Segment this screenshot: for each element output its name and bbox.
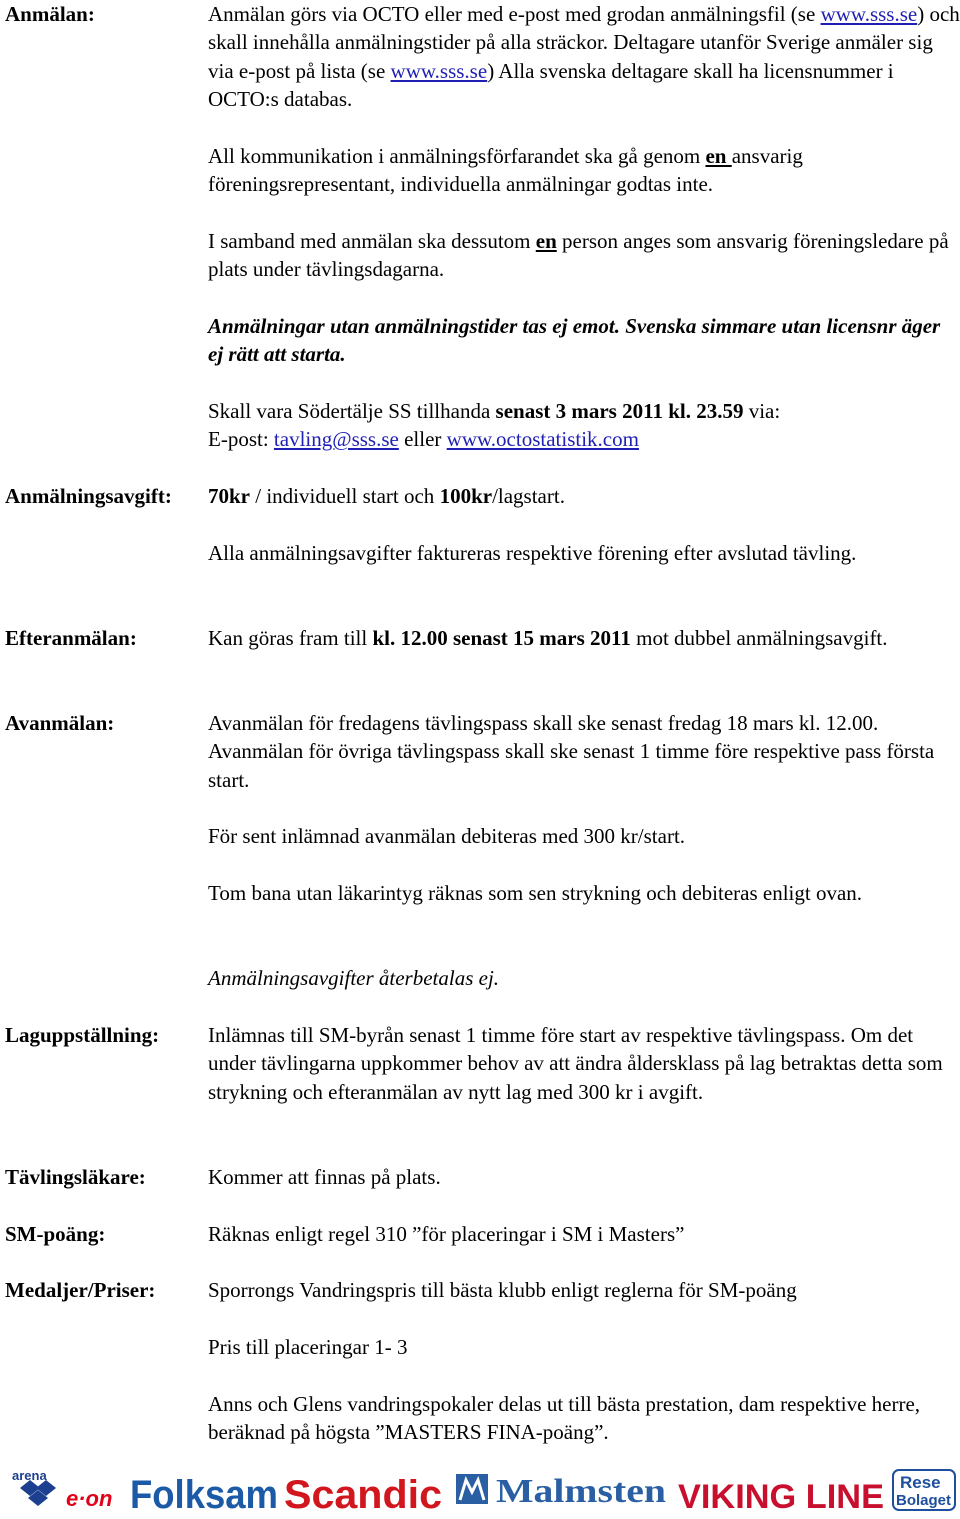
text-segment: person anges som ansvarig föreningsledare på plats under tävlingsdagarna. bbox=[208, 229, 949, 282]
vikingline-logo-text: VIKING LINE bbox=[678, 1478, 884, 1512]
avanmalan-paragraph-2: För sent inlämnad avanmälan debiteras med 300 kr/start. bbox=[208, 824, 686, 848]
sponsor-logo-strip bbox=[0, 1466, 960, 1512]
label-anmalan: Anmälan: bbox=[5, 2, 95, 26]
avanmalan-paragraph-3: Tom bana utan läkarintyg räknas som sen strykning och debiteras enligt ovan. bbox=[208, 881, 863, 905]
label-laguppstallning: Laguppställning: bbox=[5, 1023, 160, 1047]
anmalan-paragraph-3 bbox=[208, 227, 960, 284]
sss-link-2[interactable]: www.sss.se bbox=[390, 58, 488, 83]
arena-diamond-icon bbox=[20, 1480, 56, 1506]
text-segment: E-post: bbox=[208, 427, 274, 452]
label-avgift: Anmälningsavgift: bbox=[5, 484, 172, 508]
avanmalan-paragraph-4: Anmälningsavgifter återbetalas ej. bbox=[208, 966, 500, 990]
label-lakare: Tävlingsläkare: bbox=[5, 1165, 146, 1189]
text-segment: mot dubbel anmälningsavgift. bbox=[630, 626, 888, 650]
sponsor-logos bbox=[0, 1466, 960, 1512]
emphasis-en: en bbox=[535, 229, 557, 253]
text-segment: All kommunikation i anmälningsförfarandet ska gå genom bbox=[208, 144, 706, 168]
medaljer-paragraph-1: Sporrongs Vandringspris till bästa klubb enligt reglerna för SM-poäng bbox=[208, 1278, 797, 1302]
arena-logo-text: arena bbox=[12, 1468, 47, 1483]
text-segment: Skall vara Södertälje SS tillhanda bbox=[208, 399, 496, 423]
resebolaget-logo-text-1: Rese bbox=[900, 1473, 941, 1492]
medaljer-paragraph-2: Pris till placeringar 1- 3 bbox=[208, 1335, 408, 1359]
label-smpoang: SM-poäng: bbox=[5, 1222, 106, 1246]
text-segment: /lagstart. bbox=[492, 484, 565, 508]
text-segment: Kan göras fram till bbox=[208, 626, 373, 650]
anmalan-deadline bbox=[208, 397, 960, 454]
arena-logo bbox=[12, 1468, 56, 1506]
eon-logo-text: e·on bbox=[66, 1486, 113, 1511]
deadline-date: senast 3 mars 2011 kl. 23.59 bbox=[495, 399, 744, 423]
lakare-paragraph: Kommer att finnas på plats. bbox=[208, 1165, 441, 1189]
sss-link-1[interactable]: www.sss.se bbox=[820, 2, 918, 26]
label-efteranmalan: Efteranmälan: bbox=[5, 626, 137, 650]
anmalan-paragraph-2 bbox=[208, 142, 960, 199]
octostatistik-link[interactable]: www.octostatistik.com bbox=[446, 427, 639, 452]
malmsten-logo bbox=[456, 1473, 666, 1510]
text-segment: eller bbox=[398, 427, 447, 452]
email-link[interactable]: tavling@sss.se bbox=[273, 427, 399, 452]
text-segment: ) Alla svenska deltagare skall ha licensnummer i OCTO:s databas. bbox=[208, 58, 894, 111]
fee-relay: 100kr bbox=[439, 484, 493, 508]
scandic-logo-text: Scandic bbox=[284, 1473, 442, 1512]
laguppstallning-paragraph: Inlämnas till SM-byrån senast 1 timme före start av respektive tävlingspass. Om det under tävlingarna uppkommer behov av att ändra åldersklass på lag betraktas detta som strykning och efteranmälan av nytt lag med 300 kr i avgift. bbox=[208, 1023, 943, 1104]
late-deadline: kl. 12.00 senast 15 mars 2011 bbox=[372, 626, 631, 650]
avgift-paragraph-1 bbox=[208, 482, 960, 510]
avanmalan-paragraph-1: Avanmälan för fredagens tävlingspass skall ske senast fredag 18 mars kl. 12.00. Avanmälan för övriga tävlingspass skall ske senast 1 timme före respektive pass första start. bbox=[208, 711, 935, 792]
anmalan-warning: Anmälningar utan anmälningstider tas ej emot. Svenska simmare utan licensnr äger ej rätt att starta. bbox=[208, 314, 941, 367]
label-avanmalan: Avanmälan: bbox=[5, 711, 115, 735]
malmsten-logo-text: Malmsten bbox=[496, 1473, 667, 1510]
text-segment: ansvarig föreningsrepresentant, individuella anmälningar godtas inte. bbox=[208, 144, 803, 197]
efteranmalan-paragraph bbox=[208, 624, 960, 652]
avgift-paragraph-2: Alla anmälningsavgifter faktureras respektive förening efter avslutad tävling. bbox=[208, 541, 857, 565]
smpoang-paragraph: Räknas enligt regel 310 ”för placeringar i SM i Masters” bbox=[208, 1222, 685, 1246]
text-segment: Anmälan görs via OCTO eller med e-post med grodan anmälningsfil (se bbox=[208, 2, 821, 26]
fee-individual: 70kr bbox=[208, 484, 250, 508]
resebolaget-logo bbox=[893, 1470, 955, 1510]
resebolaget-logo-text-2: Bolaget bbox=[896, 1492, 952, 1509]
medaljer-paragraph-3: Anns och Glens vandringspokaler delas ut till bästa prestation, dam respektive herre, beräknad på högsta ”MASTERS FINA-poäng”. bbox=[208, 1392, 921, 1445]
text-segment: / individuell start och bbox=[250, 484, 440, 508]
emphasis-en: en bbox=[705, 144, 732, 168]
label-medaljer: Medaljer/Priser: bbox=[5, 1278, 156, 1302]
text-segment: ) och skall innehålla anmälningstider på alla sträckor. Deltagare utanför Sverige anmäler sig via e-post på lista (se bbox=[208, 2, 960, 83]
text-segment: via: bbox=[743, 399, 781, 423]
text-segment: I samband med anmälan ska dessutom bbox=[208, 229, 536, 253]
folksam-logo-text: Folksam bbox=[130, 1473, 278, 1512]
anmalan-paragraph-1 bbox=[208, 0, 960, 113]
